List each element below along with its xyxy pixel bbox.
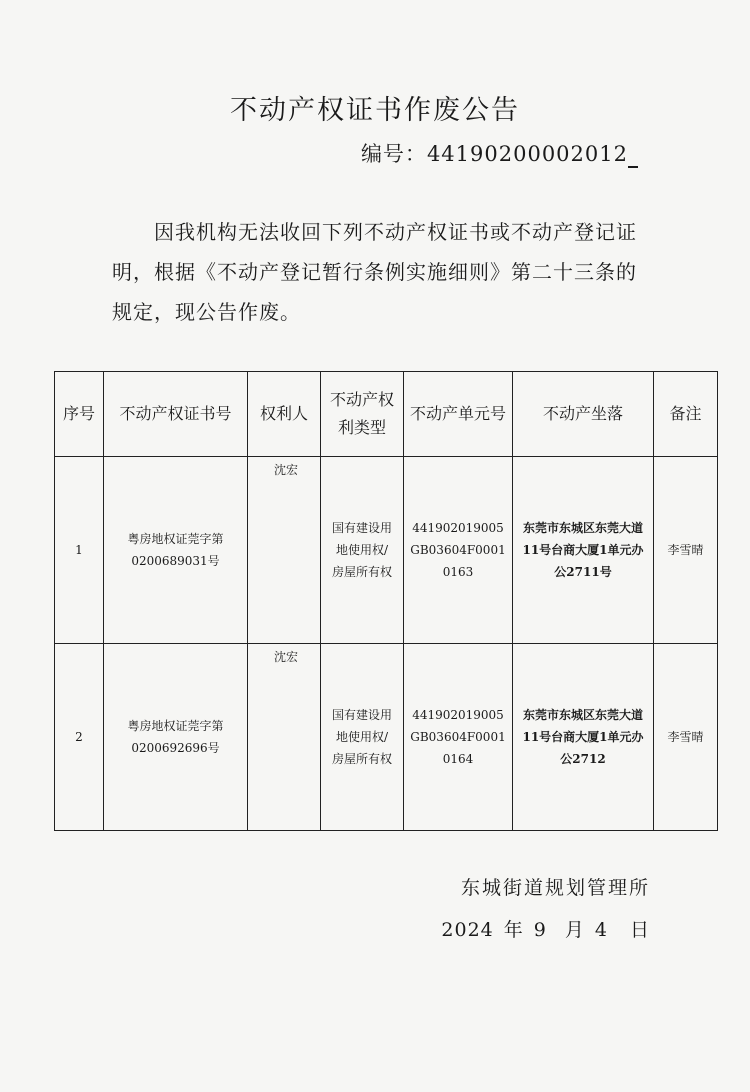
page-title: 不动产权证书作废公告 xyxy=(230,95,520,126)
notice-body-text: 因我机构无法收回下列不动产权证书或不动产登记证明，根据《不动产登记暂行条例实施细则》第二十三条的规定，现公告作废。 xyxy=(112,220,637,324)
header-right-type: 不动产权利类型 xyxy=(321,372,404,457)
cell-cert-no: 粤房地权证莞字第0200692696号 xyxy=(104,644,248,831)
date-day: 4 xyxy=(594,919,608,941)
cell-remark: 李雪晴 xyxy=(654,457,718,644)
cell-location: 东莞市东城区东莞大道11号台商大厦1单元办公2712 xyxy=(513,644,654,831)
cell-right-type: 国有建设用地使用权/房屋所有权 xyxy=(321,644,404,831)
issuer-name: 东城街道规划管理所 xyxy=(460,877,650,899)
issue-date xyxy=(441,915,650,942)
header-holder: 权利人 xyxy=(248,372,321,457)
date-year: 2024 xyxy=(441,919,494,941)
document-number-value: 44190200002012 xyxy=(426,142,628,166)
table-header-row xyxy=(55,372,718,457)
table-row xyxy=(55,457,718,644)
cell-unit-no: 441902019005GB03604F00010163 xyxy=(404,457,513,644)
document-number-label: 编号： xyxy=(360,142,427,166)
holder-name: 沈宏 xyxy=(274,650,299,664)
header-location: 不动产坐落 xyxy=(513,372,654,457)
cell-index: 2 xyxy=(55,644,104,831)
holder-name: 沈宏 xyxy=(274,463,299,477)
cell-unit-no: 441902019005GB03604F00010164 xyxy=(404,644,513,831)
date-year-unit: 年 xyxy=(503,919,524,941)
cell-holder xyxy=(248,457,321,644)
void-certificates-table xyxy=(54,371,718,831)
date-month: 9 xyxy=(533,919,547,941)
document-number xyxy=(361,138,638,168)
header-remark: 备注 xyxy=(654,372,718,457)
cell-holder xyxy=(248,644,321,831)
document-number-underline xyxy=(628,148,638,168)
cell-index: 1 xyxy=(55,457,104,644)
cell-remark: 李雪晴 xyxy=(654,644,718,831)
cell-right-type: 国有建设用地使用权/房屋所有权 xyxy=(321,457,404,644)
header-index: 序号 xyxy=(55,372,104,457)
header-unit-no: 不动产单元号 xyxy=(404,372,513,457)
cell-cert-no: 粤房地权证莞字第0200689031号 xyxy=(104,457,248,644)
date-month-unit: 月 xyxy=(564,919,585,941)
date-day-unit: 日 xyxy=(629,919,650,941)
cell-location: 东莞市东城区东莞大道11号台商大厦1单元办公2711号 xyxy=(513,457,654,644)
header-cert-no: 不动产权证书号 xyxy=(104,372,248,457)
table-row xyxy=(55,644,718,831)
